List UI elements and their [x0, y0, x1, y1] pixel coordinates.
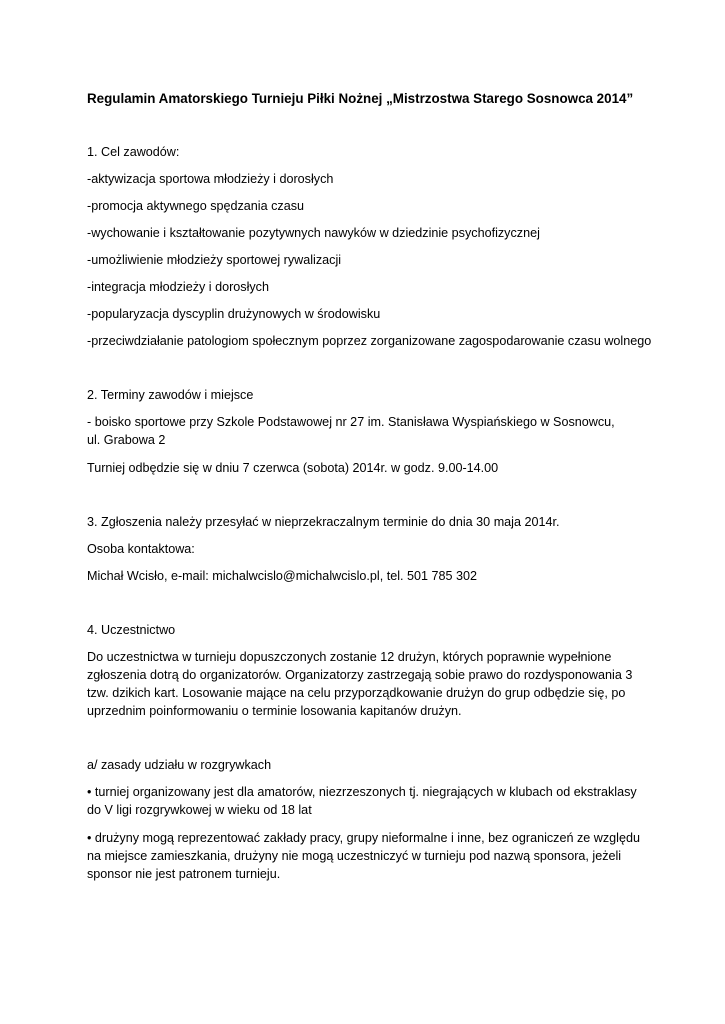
section-4-heading: 4. Uczestnictwo	[87, 623, 176, 637]
rule-bullet-line: do V ligi rozgrywkowej w wieku od 18 lat	[87, 803, 312, 817]
contact-details: Michał Wcisło, e-mail: michalwcislo@michalwcislo.pl, tel. 501 785 302	[87, 569, 478, 583]
rule-bullet-line: • turniej organizowany jest dla amatorów, niezrzeszonych tj. niegrających w klubach od ekstraklasy	[87, 785, 637, 799]
document-title: Regulamin Amatorskiego Turnieju Piłki Nożnej „Mistrzostwa Starego Sosnowca 2014”	[87, 91, 634, 106]
section-2-heading: 2. Terminy zawodów i miejsce	[87, 388, 254, 402]
venue-line: ul. Grabowa 2	[87, 433, 166, 447]
participation-line: uprzednim poinformowaniu o terminie losowania kapitanów drużyn.	[87, 704, 462, 718]
section-1-heading: 1. Cel zawodów:	[87, 145, 180, 159]
rule-bullet-line: sponsor nie jest patronem turnieju.	[87, 867, 281, 881]
goal-item: -umożliwienie młodzieży sportowej rywalizacji	[87, 253, 342, 267]
participation-line: Do uczestnictwa w turnieju dopuszczonych zostanie 12 drużyn, których poprawnie wypełnione	[87, 650, 612, 664]
rule-bullet-line: na miejsce zamieszkania, drużyny nie mogą uczestniczyć w turnieju pod nazwą sponsora, jeżeli	[87, 849, 622, 863]
goal-item: -aktywizacja sportowa młodzieży i dorosłych	[87, 172, 334, 186]
goal-item: -wychowanie i kształtowanie pozytywnych nawyków w dziedzinie psychofizycznej	[87, 226, 540, 240]
tournament-date: Turniej odbędzie się w dniu 7 czerwca (sobota) 2014r. w godz. 9.00-14.00	[87, 461, 499, 475]
participation-line: tzw. dzikich kart. Losowanie mające na celu przyporządkowanie drużyn do grup odbędzie się, po	[87, 686, 626, 700]
goal-item: -popularyzacja dyscyplin drużynowych w środowisku	[87, 307, 381, 321]
section-3-heading: 3. Zgłoszenia należy przesyłać w nieprzekraczalnym terminie do dnia 30 maja 2014r.	[87, 515, 560, 529]
contact-label: Osoba kontaktowa:	[87, 542, 195, 556]
venue-line: - boisko sportowe przy Szkole Podstawowej nr 27 im. Stanisława Wyspiańskiego w Sosnowcu,	[87, 415, 615, 429]
goal-item: -przeciwdziałanie patologiom społecznym poprzez zorganizowane zagospodarowanie czasu wolnego	[87, 334, 652, 348]
participation-line: zgłoszenia dotrą do organizatorów. Organizatorzy zastrzegają sobie prawo do rozdysponowania 3	[87, 668, 633, 682]
rules-subheading: a/ zasady udziału w rozgrywkach	[87, 758, 272, 772]
rule-bullet-line: • drużyny mogą reprezentować zakłady pracy, grupy nieformalne i inne, bez ograniczeń ze względu	[87, 831, 640, 845]
goal-item: -integracja młodzieży i dorosłych	[87, 280, 269, 294]
goal-item: -promocja aktywnego spędzania czasu	[87, 199, 305, 213]
